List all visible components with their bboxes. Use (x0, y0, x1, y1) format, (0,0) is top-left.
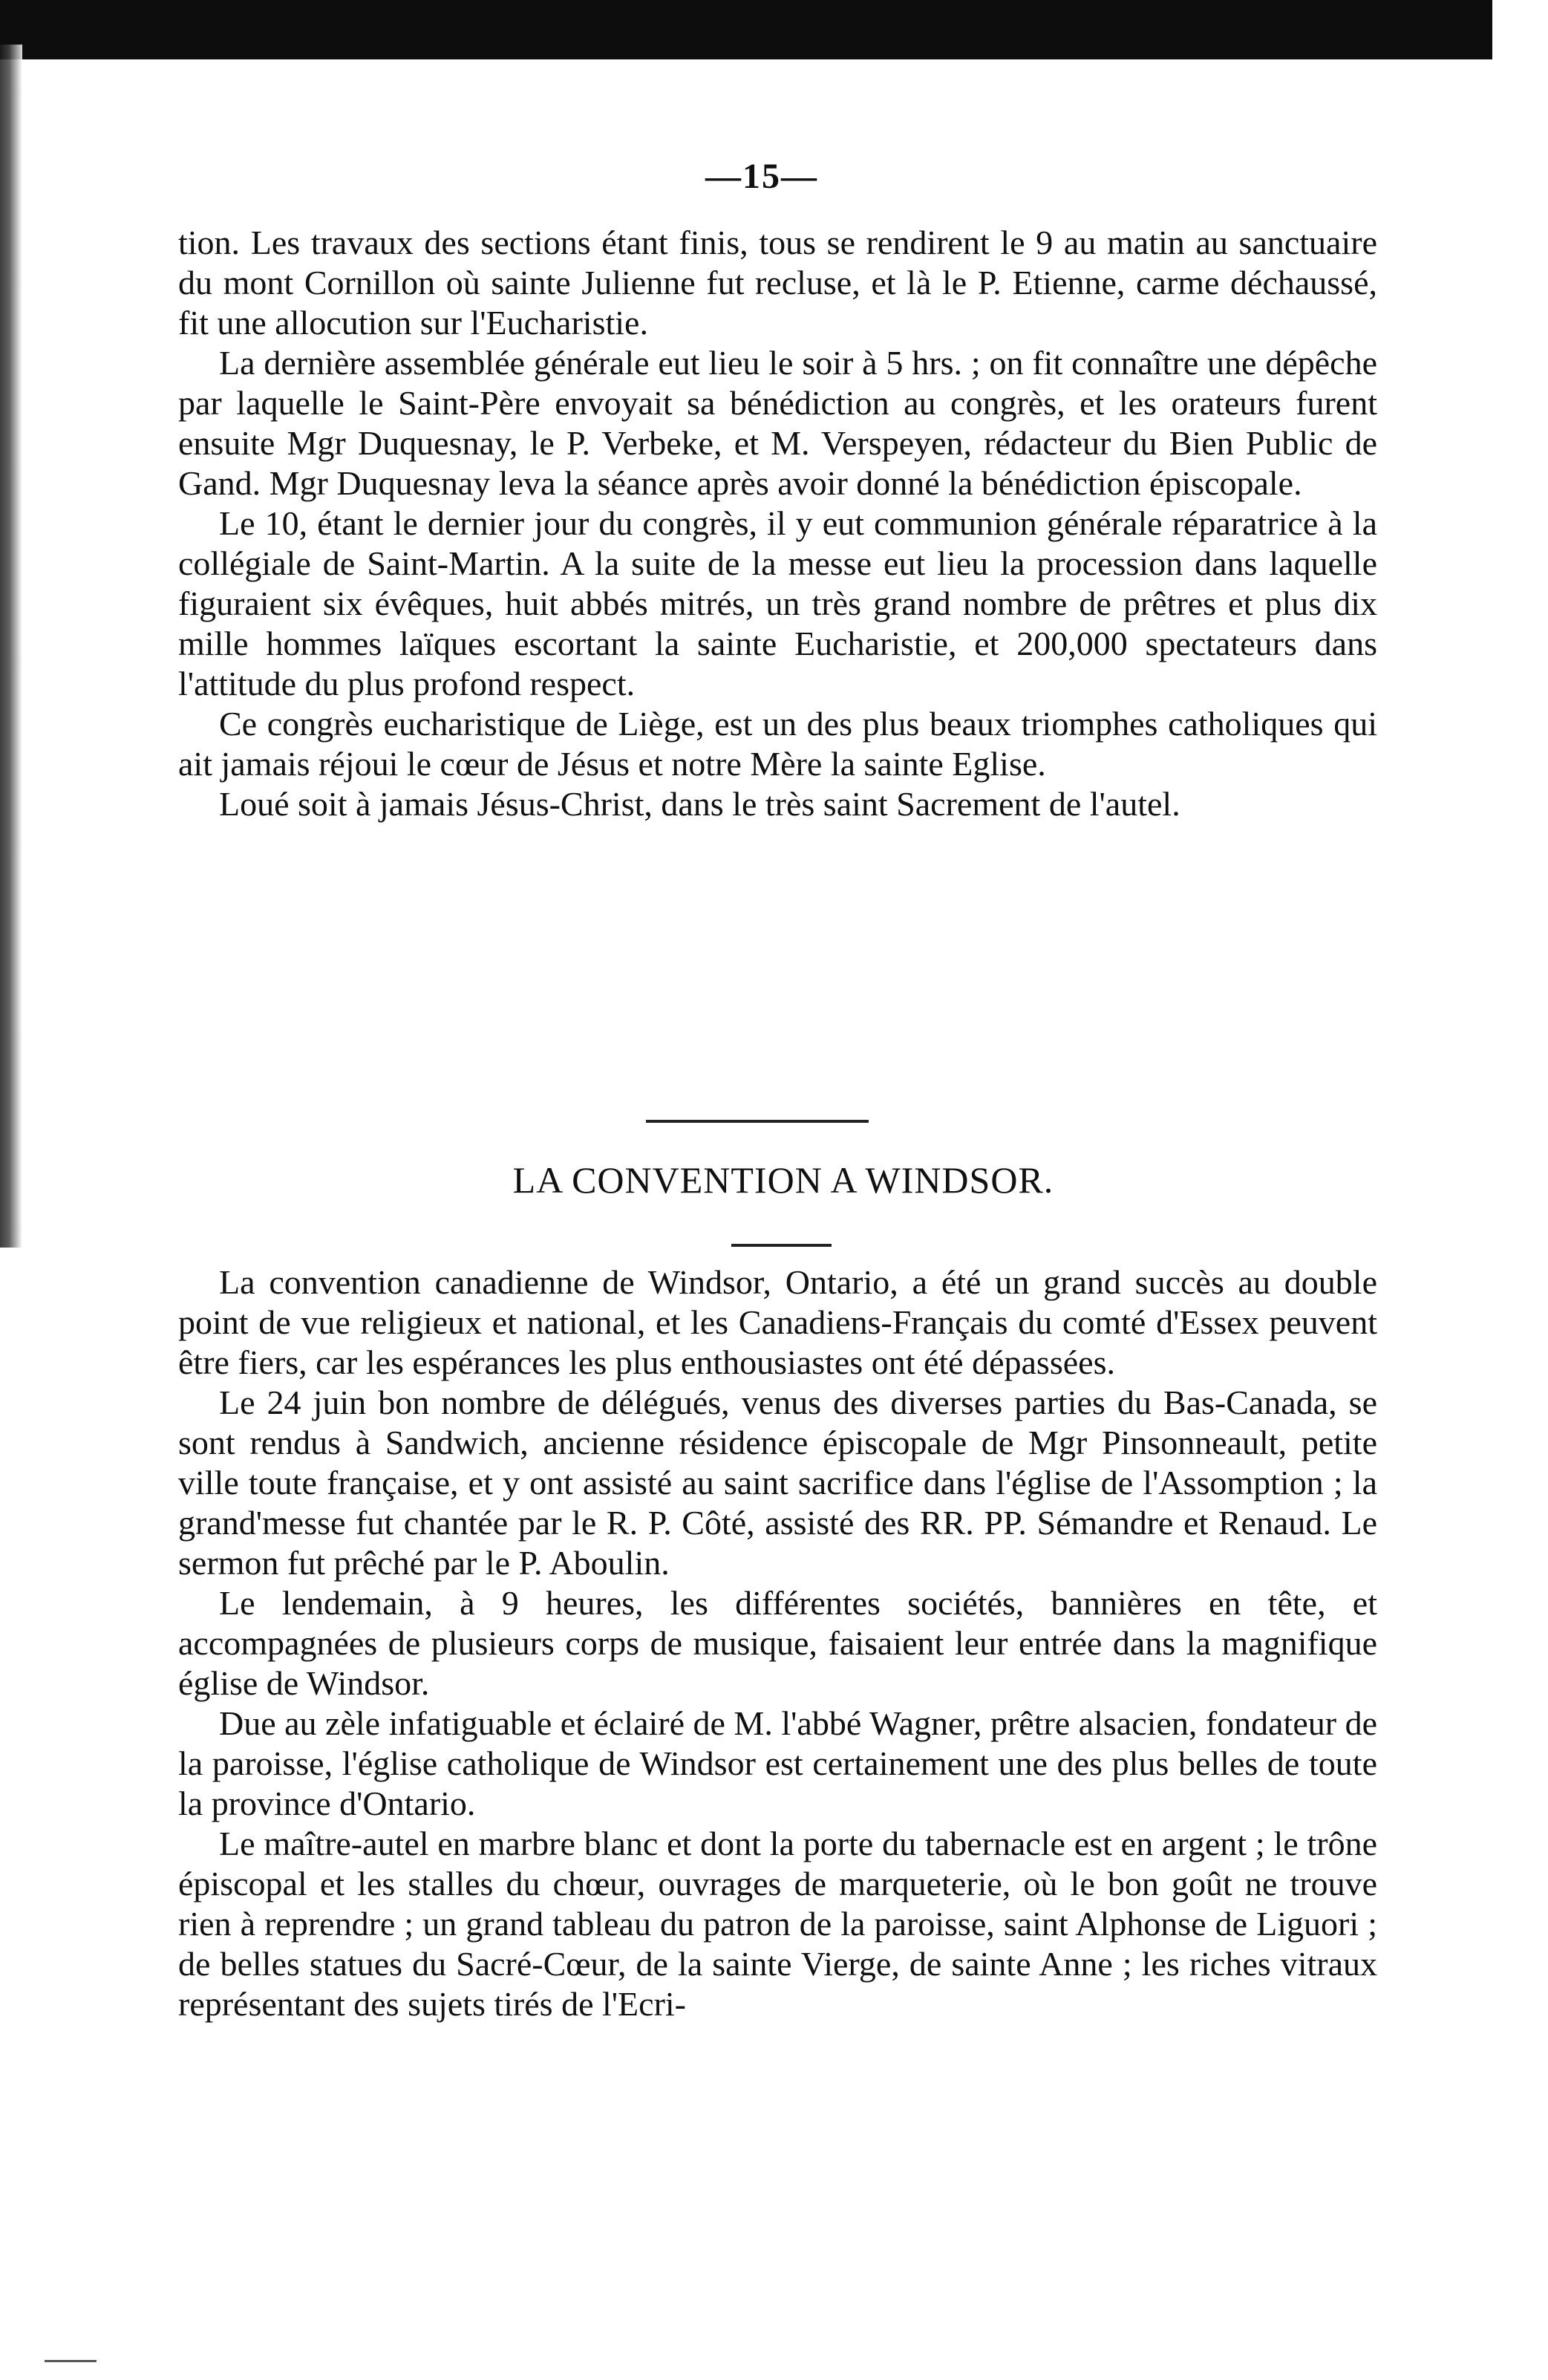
paragraph: Le lendemain, à 9 heures, les différentes sociétés, bannières en tête, et accompagnées de plusieurs corps de musique, faisaient leur entrée dans la magnifique église de Windsor. (178, 1584, 1377, 1702)
paragraph: La convention canadienne de Windsor, Ontario, a été un grand succès au double point de vue religieux et national, et les Canadiens-Français du comté d'Essex peuvent être fiers, car les espérances les plus enthousiastes ont été dépassées. (178, 1263, 1377, 1381)
footer-mark (45, 2360, 97, 2362)
section-title: LA CONVENTION A WINDSOR. (512, 1159, 1054, 1201)
paragraph: Le 10, étant le dernier jour du congrès, il y eut communion générale réparatrice à la collégiale de Saint-Martin. A la suite de la messe eut lieu la procession dans laquelle figuraient six évêques, huit abbés mitrés, un très grand nombre de prêtres et plus dix mille hommes laïques escortant la sainte Eucharistie, et 200,000 spectateurs dans l'attitude du plus profond respect. (178, 504, 1377, 702)
paragraph: Le maître-autel en marbre blanc et dont la porte du tabernacle est en argent ; le trône épiscopal et les stalles du chœur, ouvrages de marqueterie, où le bon goût ne trouve rien à reprendre ; un grand tableau du patron de la paroisse, saint Alphonse de Liguori ; de belles statues du Sacré-Cœur, de la sainte Vierge, de sainte Anne ; les riches vitraux représentant des sujets tirés de l'Ecri- (178, 1825, 1377, 2023)
section-windsor (178, 1262, 1377, 2024)
section-continuation (178, 223, 1377, 824)
page-number: —15— (705, 157, 818, 196)
paragraph: tion. Les travaux des sections étant finis, tous se rendirent le 9 au matin au sanctuaire du mont Cornillon où sainte Julienne fut recluse, et là le P. Etienne, carme déchaussé, fit une allocution sur l'Eucharistie. (178, 224, 1377, 342)
paragraph: Le 24 juin bon nombre de délégués, venus des diverses parties du Bas-Canada, se sont rendus à Sandwich, ancienne résidence épiscopale de Mgr Pinsonneault, petite ville toute française, et y ont assisté au saint sacrifice dans l'église de l'Assomption ; la grand'messe fut chantée par le R. P. Côté, assisté des RR. PP. Sémandre et Renaud. Le sermon fut prêché par le P. Aboulin. (178, 1383, 1377, 1582)
scan-top-border (0, 0, 1492, 59)
section-divider (646, 1120, 869, 1123)
title-underline (731, 1244, 832, 1247)
paragraph: Loué soit à jamais Jésus-Christ, dans le très saint Sacrement de l'autel. (219, 785, 1180, 823)
paragraph: La dernière assemblée générale eut lieu le soir à 5 hrs. ; on fit connaître une dépêche par laquelle le Saint-Père envoyait sa bénédiction au congrès, et les orateurs furent ensuite Mgr Duquesnay, le P. Verbeke, et M. Verspeyen, rédacteur du Bien Public de Gand. Mgr Duquesnay leva la séance après avoir donné la bénédiction épiscopale. (178, 344, 1377, 502)
paragraph: Due au zèle infatiguable et éclairé de M. l'abbé Wagner, prêtre alsacien, fondateur de la paroisse, l'église catholique de Windsor est certainement une des plus belles de toute la province d'Ontario. (178, 1704, 1378, 1822)
paragraph: Ce congrès eucharistique de Liège, est un des plus beaux triomphes catholiques qui ait jamais réjoui le cœur de Jésus et notre Mère la sainte Eglise. (178, 705, 1377, 783)
scan-left-edge (0, 45, 22, 1248)
